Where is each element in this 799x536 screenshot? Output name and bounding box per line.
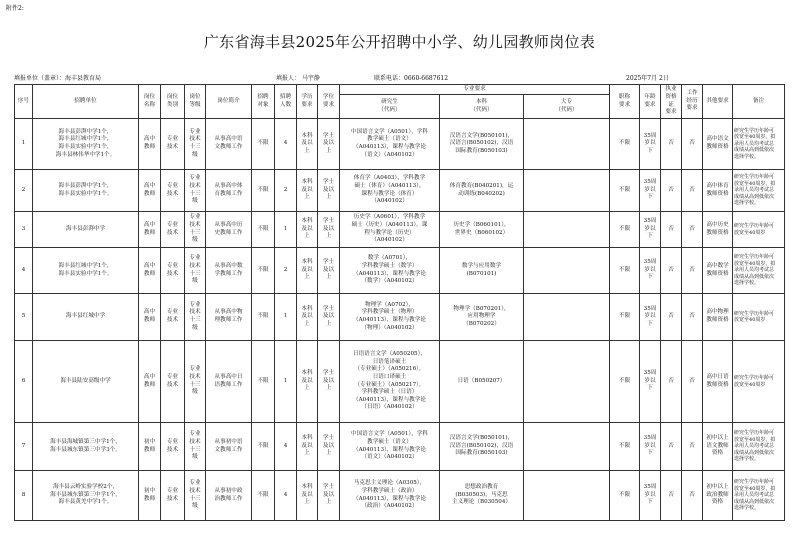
cell-post-type: 专业 技术 bbox=[161, 423, 185, 471]
cell-undergrad: 汉语言文学(B050101)， 汉语言(B050102)，汉语 国际教育(B050103) bbox=[440, 423, 524, 471]
cell-college bbox=[524, 294, 610, 341]
cell-cert: 否 bbox=[661, 471, 682, 521]
info-unit: 填报单位（盖章）：海丰县教育局 bbox=[14, 75, 102, 82]
cell-target: 不限 bbox=[252, 341, 275, 423]
cell-post-name: 初中 教师 bbox=[139, 471, 161, 521]
cell-post-name: 高中 教师 bbox=[139, 341, 161, 423]
cell-age: 35周 岁以 下 bbox=[640, 119, 661, 170]
cell-age: 35周 岁以 下 bbox=[640, 294, 661, 341]
cell-unit: 海丰县彭湃中学 bbox=[33, 212, 139, 248]
cell-grad: 体育学（A0403），学科教学 硕士（体育）（A040113）， 课程与教学论（体育） （A040102） bbox=[340, 170, 440, 212]
cell-age: 35周 岁以 下 bbox=[640, 341, 661, 423]
cell-education: 本科 及以 上 bbox=[297, 294, 318, 341]
cell-college bbox=[524, 170, 610, 212]
cell-work: 否 bbox=[682, 248, 703, 294]
header-post-type: 岗位 类别 bbox=[161, 85, 185, 119]
cell-work: 否 bbox=[682, 170, 703, 212]
cell-age: 35周 岁以 下 bbox=[640, 471, 661, 521]
cell-college bbox=[524, 341, 610, 423]
cell-education: 本科 及以 上 bbox=[297, 119, 318, 170]
cell-undergrad: 体育教育(B040201)，运 动训练(B040202) bbox=[440, 170, 524, 212]
cell-post-intro: 从事高中日 语教师工作 bbox=[206, 341, 252, 423]
header-target: 招聘 对象 bbox=[252, 85, 275, 119]
cell-remark: 研究生学历年龄可 放宽至40周岁 bbox=[733, 341, 785, 423]
cell-post-intro: 从事高中体 育教师工作 bbox=[206, 170, 252, 212]
cell-unit: 海丰县红城中学 bbox=[33, 294, 139, 341]
cell-seq: 7 bbox=[15, 423, 33, 471]
cell-target: 不限 bbox=[252, 294, 275, 341]
cell-seq: 1 bbox=[15, 119, 33, 170]
cell-post-grade: 专业 技术 十三 级 bbox=[185, 294, 206, 341]
header-grad: 研究生 （代码） bbox=[340, 95, 440, 119]
cell-title-req: 不限 bbox=[610, 294, 640, 341]
cell-remark: 研究生学历年龄可 放宽至40周岁，拟 录用人员均考试总 成绩从高到低依次 选择学校。 bbox=[733, 119, 785, 170]
cell-count: 4 bbox=[275, 119, 297, 170]
cell-remark: 研究生学历年龄可 放宽至40周岁，拟 录用人员均考试总 成绩从高到低依次 选择学校。 bbox=[733, 471, 785, 521]
cell-education: 本科 及以 上 bbox=[297, 212, 318, 248]
cell-post-type: 专业 技术 bbox=[161, 341, 185, 423]
cell-title-req: 不限 bbox=[610, 471, 640, 521]
cell-remark: 研究生学历年龄可 放宽至40周岁 bbox=[733, 294, 785, 341]
cell-count: 1 bbox=[275, 212, 297, 248]
cell-post-name: 高中 教师 bbox=[139, 294, 161, 341]
cell-unit: 海丰县海城镇第三中学1个， 海丰县城东镇第三中学3个。 bbox=[33, 423, 139, 471]
cell-degree: 学士 及以 上 bbox=[318, 294, 340, 341]
cell-post-intro: 从事高中历 史教师工作 bbox=[206, 212, 252, 248]
cell-unit: 海丰县陆安高级中学 bbox=[33, 341, 139, 423]
table-row bbox=[15, 119, 785, 170]
cell-degree: 学士 及以 上 bbox=[318, 471, 340, 521]
cell-other: 高中日语 教师资格 bbox=[703, 341, 733, 423]
cell-cert: 否 bbox=[661, 248, 682, 294]
cell-post-grade: 专业 技术 十三 级 bbox=[185, 212, 206, 248]
cell-target: 不限 bbox=[252, 248, 275, 294]
cell-title-req: 不限 bbox=[610, 170, 640, 212]
cell-title-req: 不限 bbox=[610, 423, 640, 471]
cell-remark: 研究生学历年龄可 放宽至40周岁，拟 录用人员均考试总 成绩从高到低依次 选择学校。 bbox=[733, 170, 785, 212]
cell-work: 否 bbox=[682, 423, 703, 471]
cell-undergrad: 日语（B050207） bbox=[440, 341, 524, 423]
header-age: 年龄 要求 bbox=[640, 85, 661, 119]
cell-seq: 3 bbox=[15, 212, 33, 248]
cell-post-intro: 从事初中政 治教师工作 bbox=[206, 471, 252, 521]
cell-grad: 历史学（A0601），学科教学 硕士（历史）（A040113），课 程与教学论（历史） （A040102） bbox=[340, 212, 440, 248]
header-major-group: 专业要求 bbox=[340, 85, 610, 95]
cell-degree: 学士 及以 上 bbox=[318, 170, 340, 212]
cell-seq: 6 bbox=[15, 341, 33, 423]
cell-target: 不限 bbox=[252, 423, 275, 471]
cell-other: 高中历史 教师资格 bbox=[703, 212, 733, 248]
header-education: 学历 要求 bbox=[297, 85, 318, 119]
table-row bbox=[15, 248, 785, 294]
cell-post-grade: 专业 技术 十三 级 bbox=[185, 248, 206, 294]
cell-degree: 学士 及以 上 bbox=[318, 212, 340, 248]
cell-undergrad: 汉语言文学(B050101)， 汉语言(B050102)，汉语 国际教育(B050103) bbox=[440, 119, 524, 170]
cell-title-req: 不限 bbox=[610, 248, 640, 294]
cell-post-type: 专业 技术 bbox=[161, 119, 185, 170]
cell-post-type: 专业 技术 bbox=[161, 248, 185, 294]
cell-count: 4 bbox=[275, 423, 297, 471]
header-post-intro: 岗位简介 bbox=[206, 85, 252, 119]
cell-remark: 研究生学历年龄可 放宽至40周岁，拟 录用人员均考试总 成绩从高到低依次 选择学校。 bbox=[733, 423, 785, 471]
cell-unit: 海丰县彭湃中学1个， 海丰县红城中学1个， 海丰县实验中学1个， 海丰县林伟华中学1个。 bbox=[33, 119, 139, 170]
cell-count: 2 bbox=[275, 248, 297, 294]
cell-age: 35周 岁以 下 bbox=[640, 248, 661, 294]
cell-other: 高中体育 教师资格 bbox=[703, 170, 733, 212]
positions-table bbox=[14, 84, 785, 521]
cell-education: 本科 及以 上 bbox=[297, 471, 318, 521]
cell-cert: 否 bbox=[661, 341, 682, 423]
cell-age: 35周 岁以 下 bbox=[640, 423, 661, 471]
cell-grad: 中国语言文学（A0501），学科 教学硕士（语文） （A040113），课程与教学论 （语文）（A040102） bbox=[340, 119, 440, 170]
cell-target: 不限 bbox=[252, 471, 275, 521]
cell-seq: 8 bbox=[15, 471, 33, 521]
cell-post-type: 专业 技术 bbox=[161, 212, 185, 248]
header-college: 大专 （代码） bbox=[524, 95, 610, 119]
header-count: 招聘 人数 bbox=[275, 85, 297, 119]
cell-education: 本科 及以 上 bbox=[297, 423, 318, 471]
cell-work: 否 bbox=[682, 294, 703, 341]
cell-college bbox=[524, 119, 610, 170]
cell-degree: 学士 及以 上 bbox=[318, 119, 340, 170]
table-body bbox=[15, 119, 785, 521]
header-remark: 备注 bbox=[733, 85, 785, 119]
cell-count: 1 bbox=[275, 341, 297, 423]
cell-title-req: 不限 bbox=[610, 341, 640, 423]
cell-count: 4 bbox=[275, 471, 297, 521]
cell-seq: 5 bbox=[15, 294, 33, 341]
cell-other: 高中语文 教师资格 bbox=[703, 119, 733, 170]
cell-grad: 中国语言文学（A0501），学科 教学硕士（语文） （A040113），课程与教学论 （语文）（A040102） bbox=[340, 423, 440, 471]
cell-age: 35周 岁以 下 bbox=[640, 170, 661, 212]
cell-undergrad: 物理学（B070201）， 应用物理学 （B070202） bbox=[440, 294, 524, 341]
table-row bbox=[15, 170, 785, 212]
table-row bbox=[15, 294, 785, 341]
info-date: 2025年7月 2日 bbox=[626, 75, 669, 82]
cell-degree: 学士 及以 上 bbox=[318, 341, 340, 423]
table-row bbox=[15, 471, 785, 521]
cell-title-req: 不限 bbox=[610, 119, 640, 170]
header-cert: 执业 资格 证 要求 bbox=[661, 85, 682, 119]
cell-education: 本科 及以 上 bbox=[297, 170, 318, 212]
cell-other: 初中以上 语文教师 资格 bbox=[703, 423, 733, 471]
table-row bbox=[15, 212, 785, 248]
cell-work: 否 bbox=[682, 212, 703, 248]
cell-target: 不限 bbox=[252, 212, 275, 248]
cell-post-intro: 从事高中数 学教师工作 bbox=[206, 248, 252, 294]
cell-cert: 否 bbox=[661, 212, 682, 248]
cell-remark: 研究生学历年龄可 放宽至40周岁 bbox=[733, 212, 785, 248]
table-row bbox=[15, 341, 785, 423]
cell-post-grade: 专业 技术 十三 级 bbox=[185, 170, 206, 212]
cell-post-grade: 专业 技术 十三 级 bbox=[185, 119, 206, 170]
cell-post-type: 专业 技术 bbox=[161, 471, 185, 521]
header-post-name: 岗位 名称 bbox=[139, 85, 161, 119]
cell-post-grade: 专业 技术 十三 级 bbox=[185, 341, 206, 423]
header-undergrad: 本科 （代码） bbox=[440, 95, 524, 119]
cell-age: 35周 岁以 下 bbox=[640, 212, 661, 248]
header-work: 工作 经历 要求 bbox=[682, 85, 703, 119]
header-seq: 序号 bbox=[15, 85, 33, 119]
cell-seq: 4 bbox=[15, 248, 33, 294]
cell-other: 高中物理 教师资格 bbox=[703, 294, 733, 341]
cell-education: 本科 及以 上 bbox=[297, 341, 318, 423]
cell-undergrad: 历史学（B060101）， 世界史（B060102） bbox=[440, 212, 524, 248]
cell-remark: 研究生学历年龄可 放宽至40周岁，拟 录用人员均考试总 成绩从高到低依次 选择学校。 bbox=[733, 248, 785, 294]
cell-work: 否 bbox=[682, 341, 703, 423]
table-row bbox=[15, 423, 785, 471]
cell-undergrad: 数学与应用数学 (B070101) bbox=[440, 248, 524, 294]
cell-post-intro: 从事高中语 文教师工作 bbox=[206, 119, 252, 170]
cell-college bbox=[524, 212, 610, 248]
info-phone: 联系电话：0660-6687612 bbox=[374, 75, 449, 82]
cell-post-name: 高中 教师 bbox=[139, 119, 161, 170]
header-post-grade: 岗位 等级 bbox=[185, 85, 206, 119]
cell-post-grade: 专业 技术 十三 级 bbox=[185, 423, 206, 471]
cell-post-name: 高中 教师 bbox=[139, 170, 161, 212]
cell-target: 不限 bbox=[252, 119, 275, 170]
cell-target: 不限 bbox=[252, 170, 275, 212]
cell-cert: 否 bbox=[661, 423, 682, 471]
cell-cert: 否 bbox=[661, 294, 682, 341]
cell-post-grade: 专业 技术 十三 级 bbox=[185, 471, 206, 521]
cell-other: 高中数学 教师资格 bbox=[703, 248, 733, 294]
page-title: 广东省海丰县2025年公开招聘中小学、幼儿园教师岗位表 bbox=[203, 33, 596, 51]
cell-grad: 数学（A0701）， 学科教学硕士（数学） （A040113），课程与教学论 （数学）（A040102） bbox=[340, 248, 440, 294]
cell-college bbox=[524, 471, 610, 521]
cell-post-type: 专业 技术 bbox=[161, 170, 185, 212]
cell-post-name: 初中 教师 bbox=[139, 423, 161, 471]
attachment-label: 附件2: bbox=[6, 5, 24, 12]
cell-count: 2 bbox=[275, 170, 297, 212]
cell-unit: 海丰县彭湃中学1个， 海丰县实验中学1个。 bbox=[33, 170, 139, 212]
cell-unit: 海丰县云岭实验学校2个， 海丰县城东镇第三中学1个， 海丰县黄羌中学1个。 bbox=[33, 471, 139, 521]
info-filler: 填报人： 马宇静 bbox=[276, 75, 320, 82]
cell-seq: 2 bbox=[15, 170, 33, 212]
cell-undergrad: 思想政治教育 (B030503)，马克思 主义理论（B030504） bbox=[440, 471, 524, 521]
cell-degree: 学士 及以 上 bbox=[318, 423, 340, 471]
header-title-req: 职称 要求 bbox=[610, 85, 640, 119]
cell-education: 本科 及以 上 bbox=[297, 248, 318, 294]
cell-work: 否 bbox=[682, 471, 703, 521]
header-other: 其他要求 bbox=[703, 85, 733, 119]
cell-work: 否 bbox=[682, 119, 703, 170]
cell-unit: 海丰县红城中学1个， 海丰县实验中学1个。 bbox=[33, 248, 139, 294]
cell-college bbox=[524, 423, 610, 471]
cell-grad: 马克思主义理论（A0305）， 学科教学硕士（政治） （A040113），课程与教学论 （政治）（A040102） bbox=[340, 471, 440, 521]
cell-other: 初中以上 政治教师 资格 bbox=[703, 471, 733, 521]
cell-college bbox=[524, 248, 610, 294]
cell-post-type: 专业 技术 bbox=[161, 294, 185, 341]
cell-cert: 否 bbox=[661, 170, 682, 212]
header-degree: 学位 要求 bbox=[318, 85, 340, 119]
cell-degree: 学士 及以 上 bbox=[318, 248, 340, 294]
cell-post-name: 高中 教师 bbox=[139, 248, 161, 294]
cell-post-name: 高中 教师 bbox=[139, 212, 161, 248]
cell-grad: 物理学（A0702）， 学科教学硕士（物理） （A040113），课程与教学论 （物理）（A040102） bbox=[340, 294, 440, 341]
cell-post-intro: 从事初中语 文教师工作 bbox=[206, 423, 252, 471]
cell-title-req: 不限 bbox=[610, 212, 640, 248]
cell-post-intro: 从事高中物 理教师工作 bbox=[206, 294, 252, 341]
cell-grad: 日语语言文学（A050205）， 日语笔译硕士 （专业硕士）（A050216）， 日语口译硕士 （专业硕士）（A050217）， 学科教学硕士（日语） （A040113），课程与教学论 （日语）（A040102） bbox=[340, 341, 440, 423]
header-unit: 招聘单位 bbox=[33, 85, 139, 119]
cell-cert: 否 bbox=[661, 119, 682, 170]
cell-count: 1 bbox=[275, 294, 297, 341]
